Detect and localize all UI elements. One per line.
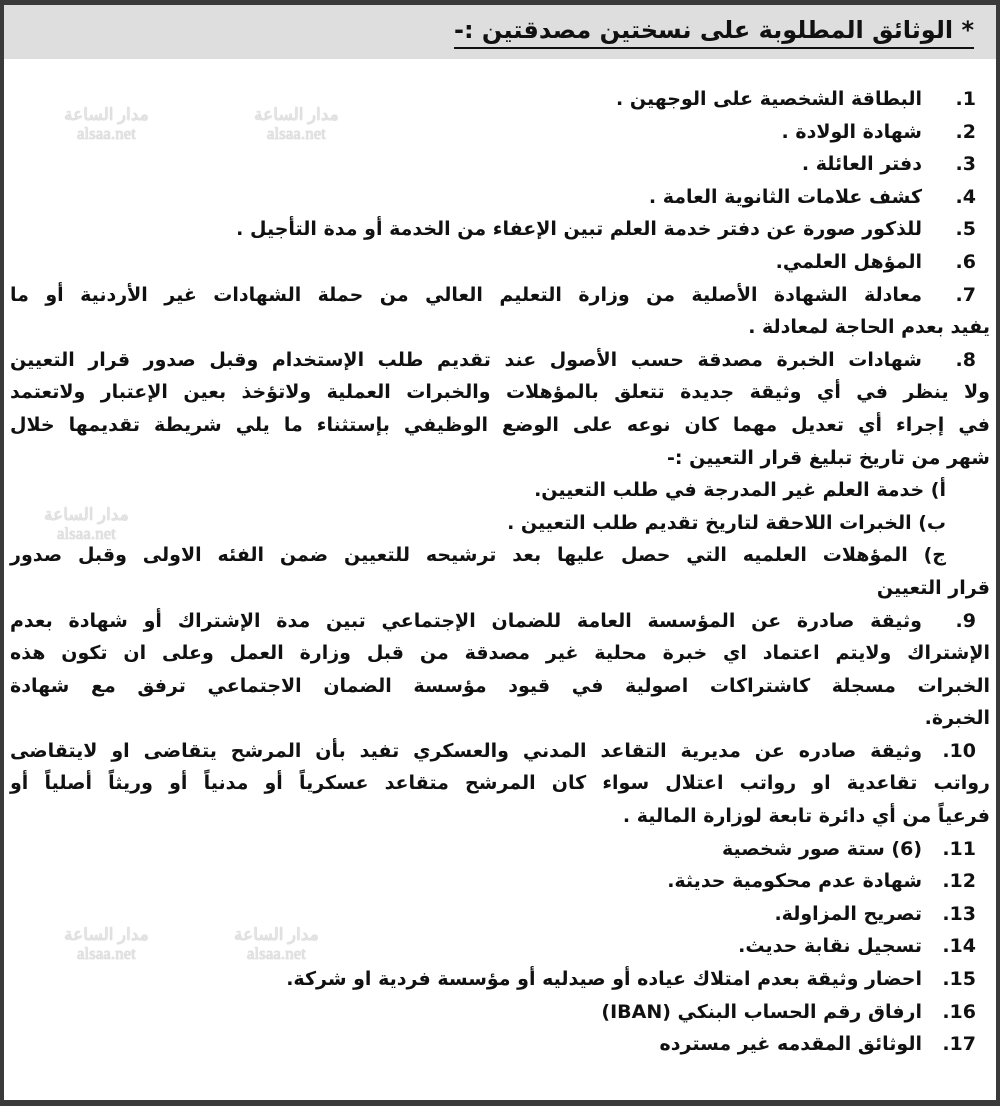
item-text: الخبرات مسجلة كاشتراكات اصولية في قيود مؤسسة الضمان الاجتماعي ترفق مع شهادة bbox=[10, 674, 990, 697]
item-number: 15. bbox=[942, 968, 976, 991]
item-line bbox=[10, 181, 990, 214]
item-line bbox=[10, 507, 990, 540]
list-item bbox=[10, 996, 990, 1029]
item-line bbox=[10, 116, 990, 149]
item-text: (6) ستة صور شخصية bbox=[721, 837, 922, 860]
item-text: كشف علامات الثانوية العامة . bbox=[648, 185, 922, 208]
list-item bbox=[10, 865, 990, 898]
item-line bbox=[10, 409, 990, 442]
item-number: 14. bbox=[942, 935, 976, 958]
item-line bbox=[10, 605, 990, 638]
list-item bbox=[10, 148, 990, 181]
document-title: * الوثائق المطلوبة على نسختين مصدقتين :- bbox=[454, 15, 974, 49]
item-text: الوثائق المقدمه غير مسترده bbox=[659, 1033, 922, 1056]
item-line bbox=[10, 702, 990, 735]
item-line bbox=[10, 996, 990, 1029]
watermark: مدار الساعة alsaa.net bbox=[44, 505, 129, 543]
item-line bbox=[10, 800, 990, 833]
watermark: مدار الساعة alsaa.net bbox=[64, 925, 149, 963]
item-text: ج) المؤهلات العلميه التي حصل عليها بعد ترشيحه للتعيين ضمن الفئه الاولى وقبل صدور bbox=[10, 544, 946, 567]
item-line bbox=[10, 767, 990, 800]
watermark: مدار الساعة alsaa.net bbox=[234, 925, 319, 963]
list-item bbox=[10, 116, 990, 149]
watermark: مدار الساعة alsaa.net bbox=[254, 105, 339, 143]
item-text: دفتر العائلة . bbox=[801, 153, 922, 176]
item-text: البطاقة الشخصية على الوجهين . bbox=[616, 88, 922, 110]
item-line bbox=[10, 279, 990, 312]
item-line bbox=[10, 246, 990, 279]
item-line bbox=[10, 865, 990, 898]
item-number: 1. bbox=[955, 88, 976, 110]
list-item bbox=[10, 344, 990, 474]
item-text: أ) خدمة العلم غير المدرجة في طلب التعيين. bbox=[534, 479, 946, 502]
list-item bbox=[10, 833, 990, 866]
item-text: شهادة عدم محكومية حديثة. bbox=[667, 870, 922, 893]
list-item bbox=[10, 279, 990, 344]
list-item bbox=[10, 181, 990, 214]
list-item bbox=[10, 735, 990, 833]
item-number: 8. bbox=[955, 348, 976, 371]
item-number: 6. bbox=[955, 250, 976, 273]
item-number: 7. bbox=[955, 283, 976, 306]
sub-list-item bbox=[10, 507, 990, 540]
item-text: رواتب تقاعدية او رواتب اعتلال سواء كان المرشح متقاعد عسكرياً أو مدنياً أو وريثاً أصلياً أو bbox=[10, 772, 990, 795]
list-item bbox=[10, 246, 990, 279]
item-line bbox=[10, 637, 990, 670]
item-number: 5. bbox=[955, 218, 976, 241]
title-band bbox=[4, 5, 996, 59]
item-line bbox=[10, 148, 990, 181]
item-text: قرار التعيين bbox=[876, 576, 990, 599]
item-number: 11. bbox=[942, 837, 976, 860]
item-line bbox=[10, 474, 990, 507]
item-text: الإشتراك ولايتم اعتماد اي خبرة محلية غير مصدقة من قبل وزارة العمل وعلى ان تكون هذه bbox=[10, 642, 990, 665]
item-text: شهر من تاريخ تبليغ قرار التعيين :- bbox=[667, 446, 990, 469]
item-text: ارفاق رقم الحساب البنكي (IBAN) bbox=[601, 1000, 922, 1023]
item-line bbox=[10, 670, 990, 703]
item-text: تصريح المزاولة. bbox=[774, 902, 922, 925]
item-line bbox=[10, 376, 990, 409]
item-text: يفيد بعدم الحاجة لمعادلة . bbox=[748, 316, 990, 339]
item-text: ولا ينظر في أي وثيقة جديدة تتعلق بالمؤهلات والخبرات العملية ولاتؤخذ بعين الإعتبار ولاتعتمد bbox=[10, 381, 990, 404]
required-documents-list bbox=[10, 83, 990, 1061]
item-text: للذكور صورة عن دفتر خدمة العلم تبين الإعفاء من الخدمة أو مدة التأجيل . bbox=[236, 218, 922, 241]
list-item bbox=[10, 930, 990, 963]
list-item bbox=[10, 213, 990, 246]
watermark: مدار الساعة alsaa.net bbox=[64, 105, 149, 143]
item-text: ب) الخبرات اللاحقة لتاريخ تقديم طلب التعيين . bbox=[507, 511, 946, 534]
item-text: وثيقة صادرة عن المؤسسة العامة للضمان الإجتماعي تبين مدة الإشتراك أو شهادة بعدم bbox=[10, 609, 922, 632]
sub-list-item bbox=[10, 474, 990, 507]
item-text: شهادة الولادة . bbox=[781, 120, 922, 143]
item-line bbox=[10, 344, 990, 377]
item-line bbox=[10, 311, 990, 344]
item-line bbox=[10, 898, 990, 931]
list-item bbox=[10, 605, 990, 735]
sub-list-item bbox=[10, 539, 990, 604]
list-item bbox=[10, 83, 990, 116]
item-line bbox=[10, 213, 990, 246]
item-number: 2. bbox=[955, 120, 976, 143]
item-text: الخبرة. bbox=[924, 707, 990, 730]
item-number: 12. bbox=[942, 870, 976, 893]
item-line bbox=[10, 83, 990, 116]
item-line bbox=[10, 735, 990, 768]
item-number: 10. bbox=[942, 739, 976, 762]
item-text: تسجيل نقابة حديث. bbox=[738, 935, 922, 958]
item-line bbox=[10, 833, 990, 866]
item-text: في إجراء أي تعديل مهما كان نوعه على الوضع الوظيفي بإستثناء ما يلي شريطة تقديمها خلال bbox=[10, 413, 990, 436]
item-line bbox=[10, 1028, 990, 1061]
list-item bbox=[10, 898, 990, 931]
item-number: 3. bbox=[955, 153, 976, 176]
list-item bbox=[10, 1028, 990, 1061]
item-number: 4. bbox=[955, 185, 976, 208]
item-text: المؤهل العلمي. bbox=[775, 250, 922, 273]
item-line bbox=[10, 572, 990, 605]
item-line bbox=[10, 442, 990, 475]
item-text: احضار وثيقة بعدم امتلاك عياده أو صيدليه أو مؤسسة فردية او شركة. bbox=[286, 968, 922, 991]
item-line bbox=[10, 963, 990, 996]
item-text: وثيقة صادره عن مديرية التقاعد المدني والعسكري تفيد بأن المرشح يتقاضى او لايتقاضى bbox=[10, 739, 922, 762]
item-number: 17. bbox=[942, 1033, 976, 1056]
item-number: 16. bbox=[942, 1000, 976, 1023]
item-line bbox=[10, 539, 990, 572]
item-number: 13. bbox=[942, 902, 976, 925]
item-number: 9. bbox=[955, 609, 976, 632]
item-line bbox=[10, 930, 990, 963]
item-text: فرعياً من أي دائرة تابعة لوزارة المالية . bbox=[622, 805, 990, 828]
list-item bbox=[10, 963, 990, 996]
item-text: شهادات الخبرة مصدقة حسب الأصول عند تقديم طلب الإستخدام وقبل صدور قرار التعيين bbox=[10, 348, 922, 371]
item-text: معادلة الشهادة الأصلية من وزارة التعليم العالي من حملة الشهادات غير الأردنية أو ما bbox=[10, 283, 922, 306]
